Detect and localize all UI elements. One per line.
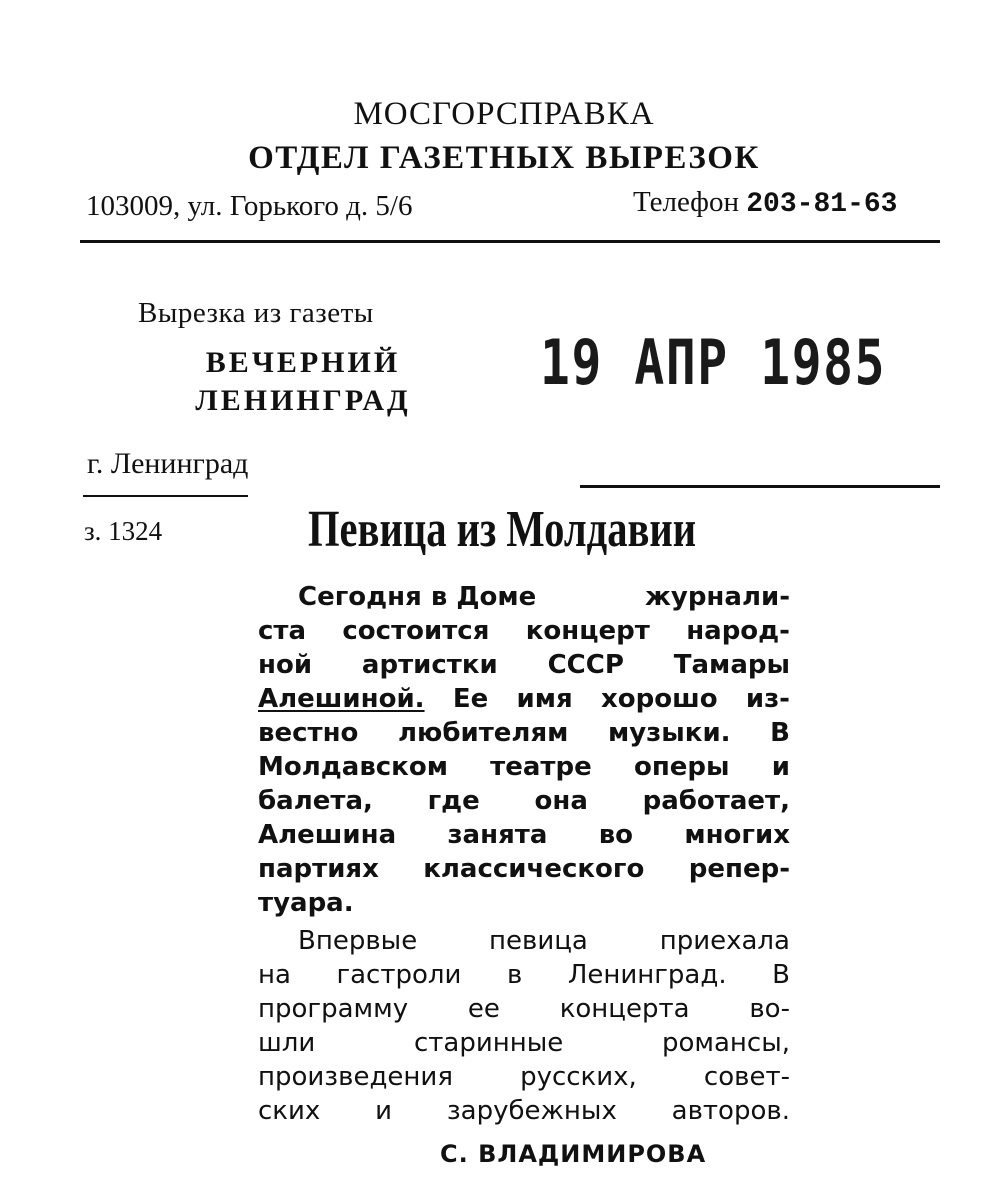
newspaper-name-line1: ВЕЧЕРНИЙ [205,346,401,379]
article-word: Ленинград. [567,960,727,990]
article-word: СССР [547,650,624,680]
article-word: балета, [258,786,373,816]
service-name: МОСГОРСПРАВКА [353,96,655,132]
article-word: Алешина [258,820,397,850]
article-line [258,1094,790,1128]
article-word: имя [516,684,573,714]
article-word: где [427,786,480,816]
article-word: многих [684,820,790,850]
article-word: хорошо [600,684,718,714]
article-line [258,818,790,852]
article-word: занята [447,820,548,850]
article-word: русских, [520,1062,637,1092]
article-line [258,648,790,682]
article-word: ее [467,994,500,1024]
article-word: во- [749,994,790,1024]
article-word: и [375,1096,393,1126]
article-word: ских [258,1096,321,1126]
article-word: любителям [398,718,569,748]
article-word: из- [745,684,790,714]
left-divider [83,495,248,497]
article-word: В [770,718,790,748]
article-word: Тамары [673,650,790,680]
article-word: народ- [686,616,790,646]
address: 103009, ул. Горького д. 5/6 [86,190,413,222]
article-word: шли [258,1028,316,1058]
article-word: Впервые [298,926,418,956]
article-paragraph-1 [258,580,790,920]
article-word: в [506,960,523,990]
article-word: на [258,960,291,990]
article-word: Сегодня в Доме [298,582,537,612]
article-line [258,1026,790,1060]
newspaper-name [168,344,438,420]
article-word: ной [258,650,313,680]
article-word: В [772,960,790,990]
article-word: программу [258,994,409,1024]
newspaper-name-line2: ЛЕНИНГРАД [195,384,411,417]
article-paragraph-2 [258,924,790,1128]
phone-number: 203-81-63 [746,189,898,220]
article-body [258,580,790,1128]
article-line [258,1060,790,1094]
article-word: партиях [258,854,379,884]
article-word: произведения [258,1062,453,1092]
city: г. Ленинград [87,447,249,480]
article-line [258,682,790,716]
article-word: состоится [342,616,490,646]
article-word: артистки [361,650,498,680]
clipping-label: Вырезка из газеты [138,297,374,329]
phone [633,186,897,220]
article-word: романсы, [661,1028,790,1058]
article-word: репер- [688,854,790,884]
article-word: классического [423,854,645,884]
article-word: авторов. [671,1096,790,1126]
article-word: Ее [452,684,489,714]
right-divider [580,485,940,488]
article-line [258,958,790,992]
department-name: ОТДЕЛ ГАЗЕТНЫХ ВЫРЕЗОК [248,140,760,176]
article-word: старинные [413,1028,564,1058]
article-word: театре [490,752,592,782]
date-stamp: 19 АПР 1985 [540,326,887,399]
article-word: вестно [258,718,359,748]
order-number: з. 1324 [84,516,163,546]
article-author: С. ВЛАДИМИРОВА [440,1140,707,1168]
article-line [258,852,790,886]
phone-label: Телефон [633,186,739,218]
article-word: зарубежных [446,1096,617,1126]
article-word: совет- [703,1062,790,1092]
article-word: музыки. [607,718,731,748]
article-word: концерт [525,616,650,646]
article-word: певица [489,926,588,956]
article-line [258,886,790,920]
article-word: гастроли [336,960,462,990]
header-divider [80,240,940,243]
article-line [258,992,790,1026]
article-line [258,924,790,958]
article-line [258,614,790,648]
article-word: работает, [642,786,790,816]
article-word: приехала [659,926,790,956]
article-word: туара. [258,888,354,918]
article-word: она [534,786,588,816]
article-word: Алешиной. [258,684,425,714]
article-line [258,750,790,784]
article-line [258,580,790,614]
article-word: журнали- [645,582,790,612]
article-word: во [598,820,634,850]
article-line [258,784,790,818]
article-word: и [771,752,790,782]
article-line [258,716,790,750]
article-word: Молдавском [258,752,448,782]
article-word: концерта [559,994,690,1024]
article-word: ста [258,616,307,646]
article-word: оперы [633,752,730,782]
article-title: Певица из Молдавии [308,501,697,558]
